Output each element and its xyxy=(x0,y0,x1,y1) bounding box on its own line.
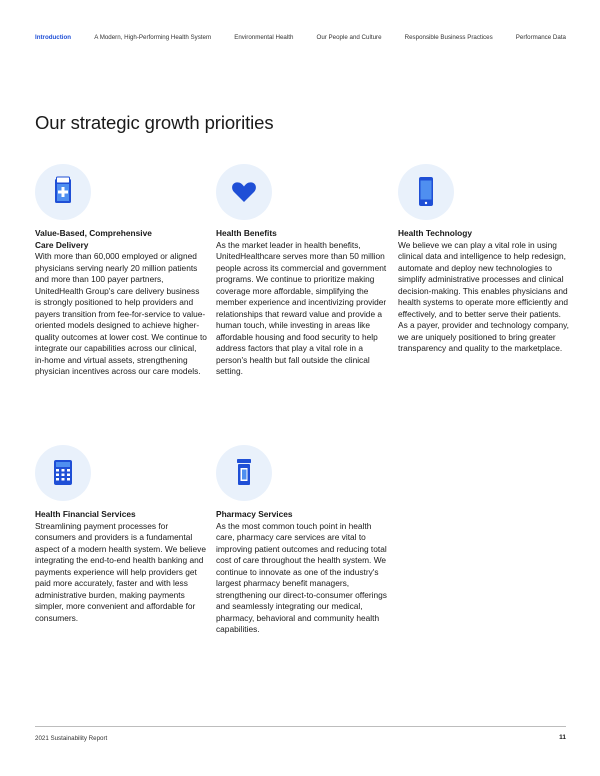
footer-report-title: 2021 Sustainability Report xyxy=(35,735,108,742)
nav-item-performance-data[interactable]: Performance Data xyxy=(515,34,566,41)
section-body: As the market leader in health benefits, UnitedHealthcare serves more than 50 million people across its commercial and government programs. We continue to prioritize making coverage more affordable, simplifying the member experience and incentivizing provider relationships that reward value and provide a human touch, while investing in areas like affordable housing and food security to help address factors that play a vital role in a person's health but fall outside the clinical setting. xyxy=(216,239,387,376)
page-number: 11 xyxy=(559,734,566,741)
nav-item-introduction[interactable]: Introduction xyxy=(35,34,72,41)
top-navigation xyxy=(35,34,566,41)
section-heading: Value-Based, Comprehensive Care Delivery xyxy=(35,228,152,250)
footer-divider xyxy=(35,726,566,727)
heart-icon xyxy=(216,164,272,220)
nav-item-responsible-business[interactable]: Responsible Business Practices xyxy=(404,34,493,41)
clipboard-medical-icon xyxy=(35,164,91,220)
section-body: Streamlining payment processes for consumers and providers is a fundamental aspect of a modern health system. We believe integrating the end-to-end health banking and payments experience will help providers get paid more accurately, faster and with less administrative burden, making payments simpler, more convenient and affordable for consumers. xyxy=(35,520,206,623)
section-heading: Health Financial Services xyxy=(35,509,136,519)
section-body: With more than 60,000 employed or aligned physicians serving nearly 20 million patients and more than 100 payer partners, UnitedHealth Group's care delivery business is strongly positioned to help providers and payers transition from fee-for-service to value-oriented models designed to achieve higher-quality outcomes at lower cost. We continue to integrate our capabilities across our clinical, in-home and virtual assets, strengthening physician incentives across our care models. xyxy=(35,251,207,376)
section-heading: Pharmacy Services xyxy=(216,509,293,519)
section-heading: Health Technology xyxy=(398,228,473,238)
section-health-technology xyxy=(398,228,570,355)
nav-item-health-system[interactable]: A Modern, High-Performing Health System xyxy=(94,34,212,41)
section-health-benefits xyxy=(216,228,388,378)
pill-bottle-icon xyxy=(216,445,272,501)
section-pharmacy-services xyxy=(216,509,388,636)
page-title: Our strategic growth priorities xyxy=(35,112,274,133)
nav-item-environmental-health[interactable]: Environmental Health xyxy=(234,34,294,41)
section-body: As the most common touch point in health care, pharmacy care services are vital to improving patient outcomes and reducing total cost of care throughout the health system. We continue to innovate as one of the industry's largest pharmacy benefit managers, strengthening our direct-to-consumer offerings and seamlessly integrating our medical, pharmacy, behavioral and community health capabilities. xyxy=(216,520,387,634)
calculator-icon xyxy=(35,445,91,501)
section-body: We believe we can play a vital role in using clinical data and intelligence to help redesign, automate and deploy new technologies to simplify administrative processes and clinical decision-making. This enables physicians and health systems to operate more efficiently and effectively, and to better serve their patients. As a payer, provider and technology company, we are uniquely positioned to bring greater transparency and quality to the marketplace. xyxy=(398,239,569,353)
section-value-based-care xyxy=(35,228,207,378)
section-heading: Health Benefits xyxy=(216,228,277,238)
nav-item-people-culture[interactable]: Our People and Culture xyxy=(316,34,382,41)
section-health-financial-services xyxy=(35,509,207,624)
smartphone-icon xyxy=(398,164,454,220)
